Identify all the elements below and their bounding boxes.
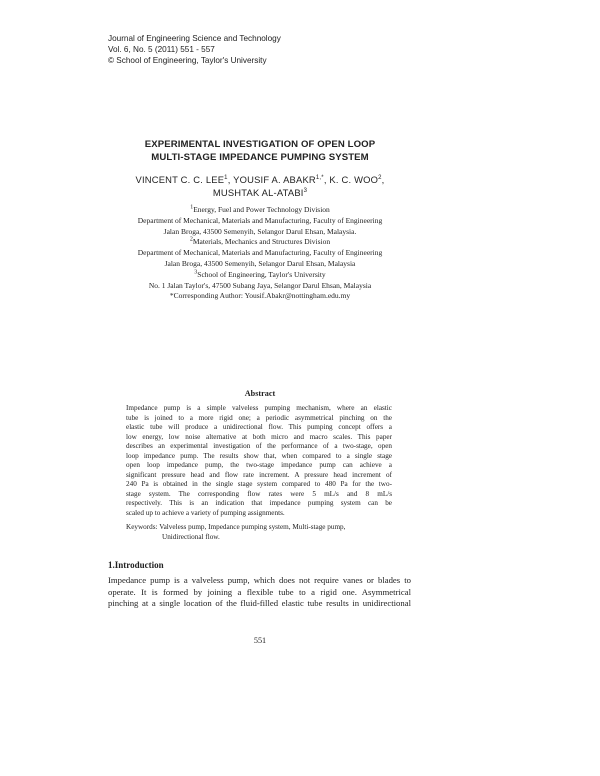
abstract-line: tube is joined to a more rigid one; a periodic asymmetrical pinching on the <box>126 413 392 422</box>
affiliation-3-sup: 3 <box>194 269 198 276</box>
abstract-heading: Abstract <box>244 389 276 398</box>
author-3-sup: 2 <box>378 174 382 181</box>
abstract-line: open loop impedance pump, the two-stage impedance pump can achieve a <box>126 461 392 470</box>
affiliation-1-division: Energy, Fuel and Power Technology Division <box>193 205 330 214</box>
affiliation-1-sup: 1 <box>190 204 194 211</box>
title-line-2: MULTI-STAGE IMPEDANCE PUMPING SYSTEM <box>151 152 369 163</box>
author-4-sup: 3 <box>303 187 308 194</box>
section-heading-introduction: 1.Introduction <box>108 560 164 570</box>
abstract-line: loop impedance pump. The results show that, when compared to a single stage <box>126 451 392 460</box>
affiliation-2-sup: 2 <box>189 236 193 243</box>
keywords <box>126 523 396 542</box>
intro-line: Impedance pump is a valveless pump, which does not require vanes or blades to <box>108 575 411 585</box>
abstract-line: Impedance pump is a simple valveless pumping mechanism, where an elastic <box>126 404 392 412</box>
affiliation-2-department: Department of Mechanical, Materials and Manufacturing, Faculty of Engineering <box>137 248 383 258</box>
affiliation-2-division: Materials, Mechanics and Structures Division <box>192 237 331 247</box>
affiliations <box>100 205 420 302</box>
author-1: VINCENT C. C. LEE <box>135 174 225 185</box>
journal-volume: Vol. 6, No. 5 (2011) 551 - 557 <box>108 45 215 54</box>
author-1-sup: 1 <box>224 174 228 181</box>
abstract-line: scaled up to achieve a variety of pumping assignments. <box>126 509 285 518</box>
corresponding-author: *Corresponding Author: Yousif.Abakr@nottingham.edu.my <box>169 291 351 301</box>
intro-line: operate. It is formed by joining a flexible tube to a rigid one. Asymmetrical <box>108 586 411 597</box>
paper-title <box>100 138 420 164</box>
abstract-line: low energy, low noise alternative at both micro and macro scales. This paper <box>126 432 392 441</box>
affiliation-3-school: School of Engineering, Taylor's University <box>197 269 326 279</box>
affiliation-3-address: No. 1 Jalan Taylor's, 47500 Subang Jaya, Selangor Darul Ehsan, Malaysia <box>148 280 372 290</box>
journal-name: Journal of Engineering Science and Technology <box>108 34 281 43</box>
author-2-sup: 1,* <box>315 174 324 181</box>
abstract-line: 240 Pa is obtained in the single stage system compared to 480 Pa for the two- <box>126 480 392 489</box>
abstract-line: elastic tube will produce a unidirectional flow. This pumping concept offers a <box>126 423 392 432</box>
intro-line: pinching at a single location of the fluid-filled elastic tube results in unidirectional <box>108 598 411 608</box>
author-list: VINCENT C. C. LEE$^1$, YOUSIF A. $ABAKR^{1,*}$, K. C. WOO$^2$, MUSHTAK AL-ATABI$^3$ <box>135 174 385 198</box>
affiliation-1-address: Jalan Broga, 43500 Semenyih, Selangor Darul Ehsan, Malaysia. <box>163 226 357 236</box>
abstract-line: respectively. This is an indication that impedance pumping system can be <box>126 499 392 508</box>
introduction-body <box>108 575 411 610</box>
page-number: 551 <box>253 636 267 645</box>
abstract-body <box>126 404 392 519</box>
abstract-line: significant pressure head and flow rate increment. A pressure head increment of <box>126 470 392 479</box>
journal-copyright: © School of Engineering, Taylor's University <box>108 56 267 65</box>
abstract-line: describes an experimental investigation of the performance of a two-stage, open <box>126 442 392 451</box>
affiliation-2-address: Jalan Broga, 43500 Semenyih, Selangor Darul Ehsan, Malaysia <box>164 258 356 268</box>
author-4: MUSHTAK AL-ATABI <box>212 186 304 198</box>
keywords-line-1: Keywords: Valveless pump, Impedance pumping system, Multi-stage pump, <box>126 523 346 531</box>
affiliation-1-department: Department of Mechanical, Materials and Manufacturing, Faculty of Engineering <box>137 215 383 225</box>
keywords-line-2: Unidirectional flow. <box>162 532 220 541</box>
author-2: , YOUSIF A. ABAKR <box>227 174 316 185</box>
journal-header <box>108 33 281 66</box>
title-line-1: EXPERIMENTAL INVESTIGATION OF OPEN LOOP <box>144 139 376 150</box>
author-3: , K. C. WOO <box>323 174 379 185</box>
abstract-line: stage system. The corresponding flow rates were 5 mL/s and 8 mL/s <box>126 489 392 498</box>
